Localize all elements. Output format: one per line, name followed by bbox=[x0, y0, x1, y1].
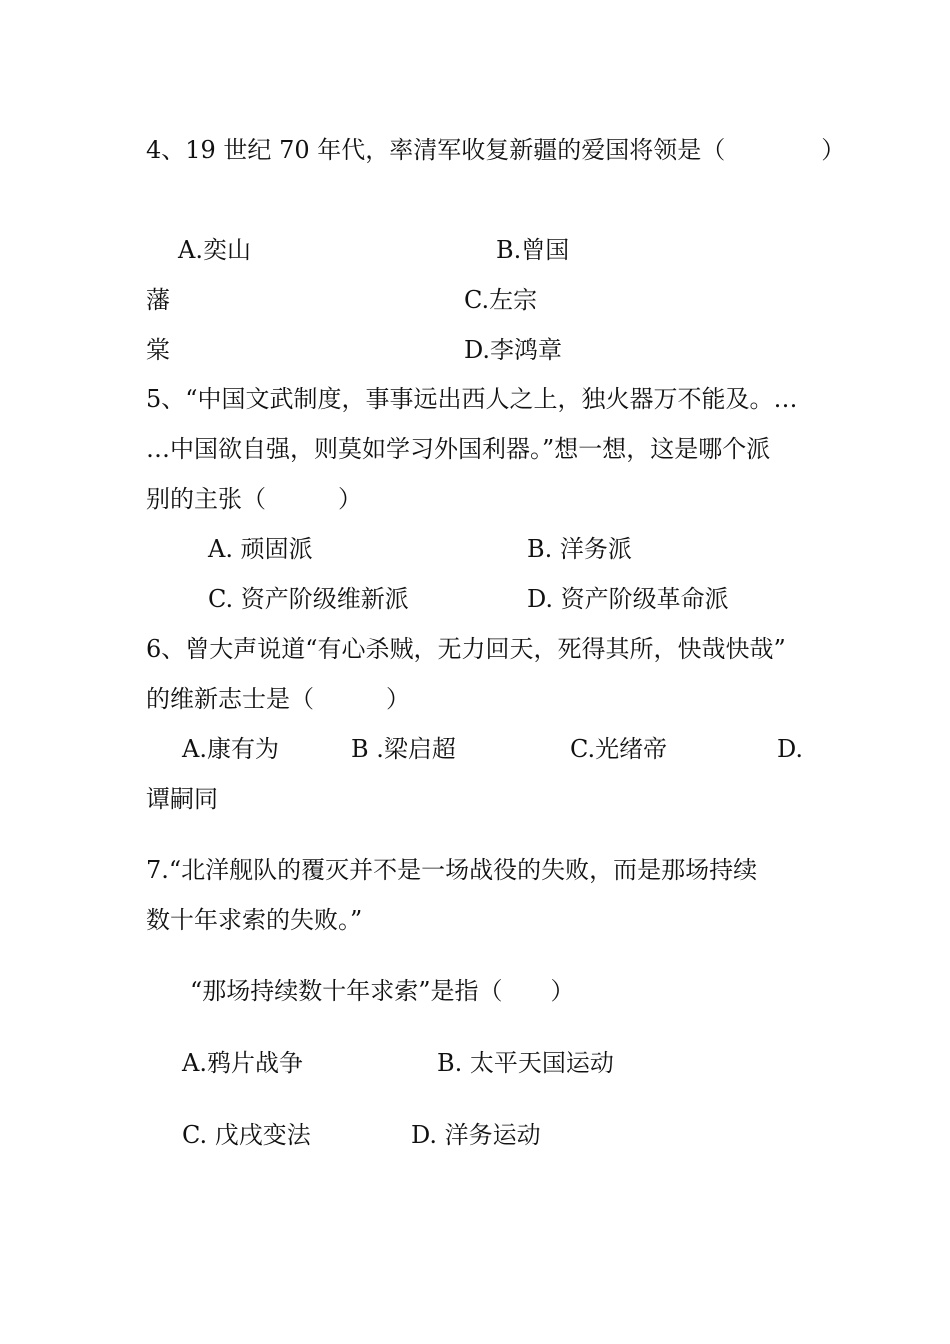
question-6-option-d-wrap: 谭嗣同 bbox=[146, 785, 218, 813]
question-5-option-d: D. 资产阶级革命派 bbox=[527, 585, 729, 613]
question-5-stem-line-1: 5、“中国文武制度，事事远出西人之上，独火器万不能及。… bbox=[146, 385, 798, 413]
question-5-option-c: C. 资产阶级维新派 bbox=[208, 585, 409, 613]
question-5-stem-line-3: 别的主张（ ） bbox=[146, 485, 362, 513]
question-7-stem-line-1: 7.“北洋舰队的覆灭并不是一场战役的失败，而是那场持续 bbox=[146, 856, 758, 884]
question-6-option-b: B .梁启超 bbox=[351, 735, 456, 763]
question-4-option-c: C.左宗 bbox=[464, 286, 538, 314]
question-7-sub-question: “那场持续数十年求索”是指（ ） bbox=[190, 977, 575, 1005]
question-4-option-b-wrap: 藩 bbox=[146, 286, 170, 314]
question-6-option-d: D. bbox=[777, 735, 804, 763]
question-5-option-a: A. 顽固派 bbox=[208, 535, 313, 563]
question-7-option-c: C. 戊戌变法 bbox=[182, 1121, 311, 1149]
question-4-stem: 4、19 世纪 70 年代，率清军收复新疆的爱国将领是（ ） bbox=[146, 136, 846, 164]
question-5-option-b: B. 洋务派 bbox=[527, 535, 632, 563]
question-4-option-c-wrap: 棠 bbox=[146, 336, 170, 364]
question-4-option-a: A.奕山 bbox=[178, 236, 251, 264]
question-7-option-a: A.鸦片战争 bbox=[182, 1049, 303, 1077]
question-6-stem-line-1: 6、曾大声说道“有心杀贼，无力回天，死得其所，快哉快哉” bbox=[146, 635, 786, 663]
question-7-option-b: B. 太平天国运动 bbox=[437, 1049, 614, 1077]
question-6-option-a: A.康有为 bbox=[182, 735, 279, 763]
question-6-option-c: C.光绪帝 bbox=[570, 735, 668, 763]
question-7-stem-line-2: 数十年求索的失败。” bbox=[146, 906, 363, 934]
question-6-stem-line-2: 的维新志士是（ ） bbox=[146, 685, 410, 713]
question-5-stem-line-2: …中国欲自强，则莫如学习外国利器。”想一想，这是哪个派 bbox=[146, 435, 771, 463]
question-4-option-d: D.李鸿章 bbox=[464, 336, 563, 364]
question-7-option-d: D. 洋务运动 bbox=[411, 1121, 541, 1149]
question-4-option-b: B.曾国 bbox=[496, 236, 570, 264]
